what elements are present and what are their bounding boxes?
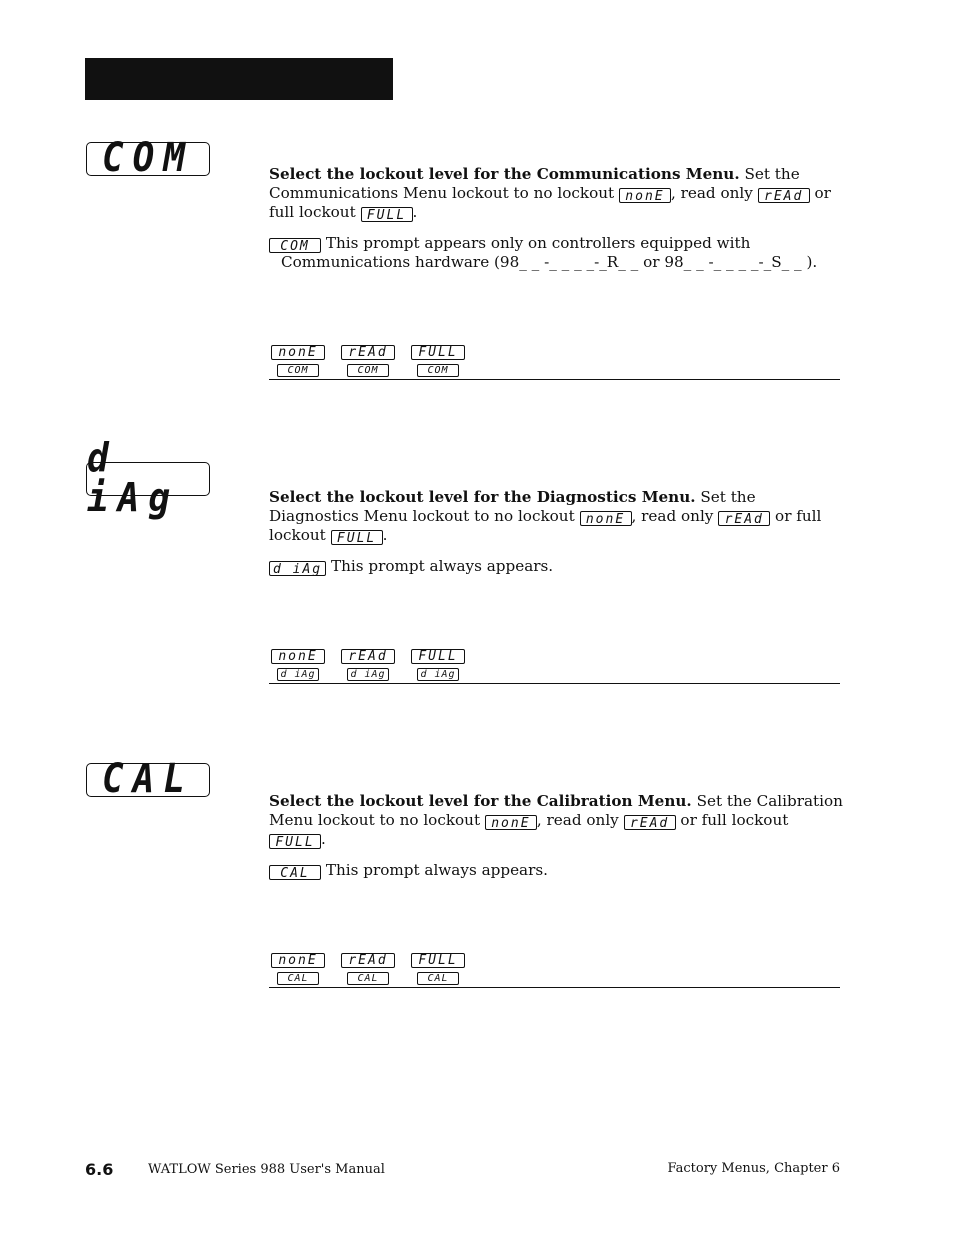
com-note: COM This prompt appears only on controllers equipped with [269,234,844,253]
header-bar [85,58,393,100]
com-note-lcd: COM [269,238,321,253]
diag-option-full: FULL d iAg [411,649,465,681]
com-option-full: FULL COM [411,345,465,377]
cal-option-full: FULL CAL [411,953,465,985]
read-lcd: rEAd [758,188,810,203]
diag-note: d iAg This prompt always appears. [269,557,844,576]
cal-description: Select the lockout level for the Calibration Menu. Set the Calibration Menu lockout to no lockout nonE , read only rEAd or full lockout FULL . [269,792,843,850]
diag-prompt-display: d iAg [86,462,210,496]
diag-note-lcd: d iAg [269,561,326,576]
cal-prompt-display: CAL [86,763,210,797]
none-lcd: nonE [619,188,671,203]
com-prompt-display: COM [86,142,210,176]
com-heading: Select the lockout level for the Communications Menu. [269,165,740,183]
com-description: Select the lockout level for the Communications Menu. Set the Communications Menu lockout to no lockout nonE , read only rEAd or full lockout FULL . [269,165,831,223]
com-option-none: nonE COM [271,345,325,377]
full-lcd: FULL [361,207,413,222]
diag-options-table [269,649,840,684]
cal-section-text [269,792,844,880]
com-section-text [269,165,844,272]
cal-options-table [269,953,840,988]
diag-section-text [269,488,844,576]
com-options-table [269,345,840,380]
diag-heading: Select the lockout level for the Diagnostics Menu. [269,488,696,506]
cal-note: CAL This prompt always appears. [269,861,844,880]
com-option-read: rEAd COM [341,345,395,377]
cal-option-read: rEAd CAL [341,953,395,985]
page-number: 6.6 [85,1160,114,1179]
cal-option-none: nonE CAL [271,953,325,985]
cal-heading: Select the lockout level for the Calibration Menu. [269,792,692,810]
diag-description: Select the lockout level for the Diagnostics Menu. Set the Diagnostics Menu lockout to no lockout nonE , read only rEAd or full lockout FULL . [269,488,822,546]
diag-option-none: nonE d iAg [271,649,325,681]
com-note-line2: Communications hardware (98_ _ -_ _ _ _-_R_ _ or 98_ _ -_ _ _ _-_S_ _ ). [281,253,818,271]
cal-note-lcd: CAL [269,865,321,880]
manual-title: WATLOW Series 988 User's Manual [148,1162,385,1177]
diag-option-read: rEAd d iAg [341,649,395,681]
chapter-label: Factory Menus, Chapter 6 [667,1161,840,1176]
